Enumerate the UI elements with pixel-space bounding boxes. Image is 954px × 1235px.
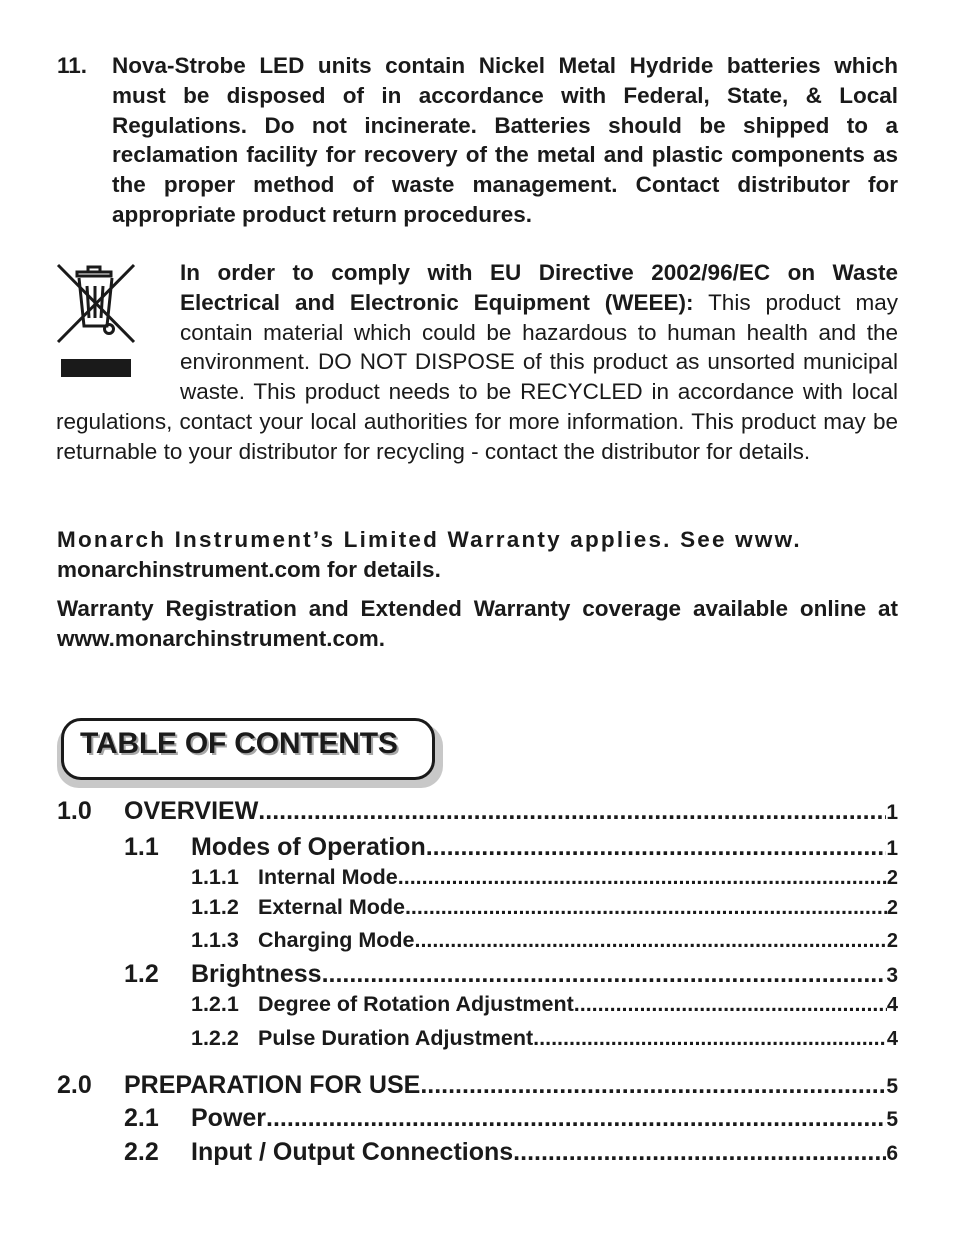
toc-entry-label: Pulse Duration Adjustment xyxy=(258,1026,534,1050)
weee-body-text: This product may contain material which could be hazardous to human health and the environment. DO NOT DISPOSE of this product as unsorted municipal waste. This product needs to be RECYCLED in accordance with local regulations, contact your local authorities for more information. This product may be returnable to your distributor for recycling - contact the distributor for details. xyxy=(56,289,898,464)
warranty-registration-note: Warranty Registration and Extended Warranty coverage available online at www.monarchinstrument.com. xyxy=(57,596,898,651)
toc-entry-page: 3 xyxy=(886,964,898,987)
toc-entry-modes-of-operation[interactable] xyxy=(124,833,898,862)
toc-entry-page: 6 xyxy=(886,1142,898,1165)
toc-entry-number: 1.2.1 xyxy=(191,992,239,1016)
toc-entry-label: Power xyxy=(191,1104,267,1132)
toc-entry-label: Brightness xyxy=(191,960,322,988)
toc-entry-page: 1 xyxy=(886,801,898,824)
toc-entry-number: 2.0 xyxy=(57,1071,92,1099)
toc-entry-number: 2.1 xyxy=(124,1104,159,1132)
limited-warranty-line2: monarchinstrument.com for details. xyxy=(57,556,441,582)
toc-entry-page: 5 xyxy=(886,1108,898,1131)
toc-title: TABLE OF CONTENTS xyxy=(80,727,398,760)
toc-entry-number: 1.1 xyxy=(124,833,159,861)
toc-entry-internal-mode[interactable] xyxy=(191,865,898,890)
toc-entry-number: 1.0 xyxy=(57,797,92,825)
toc-dot-leader xyxy=(405,895,887,920)
toc-entry-label: Input / Output Connections xyxy=(191,1138,514,1166)
toc-entry-number: 1.2 xyxy=(124,960,159,988)
toc-entry-page: 5 xyxy=(886,1075,898,1098)
toc-entry-number: 2.2 xyxy=(124,1138,159,1166)
toc-dot-leader xyxy=(322,960,887,989)
weee-paragraph xyxy=(56,258,898,467)
toc-entry-page: 4 xyxy=(886,994,898,1016)
toc-entry-page: 2 xyxy=(886,930,898,952)
toc-entry-label: Degree of Rotation Adjustment xyxy=(258,992,574,1016)
toc-entry-label: Charging Mode xyxy=(258,928,415,952)
toc-entry-label: OVERVIEW xyxy=(124,797,259,825)
toc-entry-power[interactable] xyxy=(124,1104,898,1133)
toc-entry-page: 1 xyxy=(886,837,898,860)
toc-entry-page: 2 xyxy=(886,867,898,889)
item-number: 11. xyxy=(57,53,88,78)
toc-entry-label: Internal Mode xyxy=(258,865,398,889)
toc-dot-leader xyxy=(513,1138,886,1167)
toc-entry-page: 2 xyxy=(886,897,898,919)
toc-entry-number: 1.2.2 xyxy=(191,1026,239,1050)
toc-dot-leader xyxy=(574,992,887,1017)
toc-dot-leader xyxy=(426,833,887,862)
toc-dot-leader xyxy=(398,865,887,890)
toc-entry-label: Modes of Operation xyxy=(191,833,426,861)
weee-directive-heading: In order to comply with EU Directive 2002/96/EC on Waste Electrical and Electronic Equipment (WEEE): xyxy=(180,260,898,315)
toc-dot-leader xyxy=(258,797,886,826)
toc-entry-charging-mode[interactable] xyxy=(191,928,898,953)
toc-entry-external-mode[interactable] xyxy=(191,895,898,920)
disposal-notice-item xyxy=(57,51,898,230)
toc-entry-label: External Mode xyxy=(258,895,405,919)
toc-entry-overview[interactable] xyxy=(57,797,898,826)
icon-spacer xyxy=(56,258,180,406)
toc-entry-preparation-for-use[interactable] xyxy=(57,1071,898,1100)
toc-entry-brightness[interactable] xyxy=(124,960,898,989)
toc-dot-leader xyxy=(414,928,886,953)
toc-entry-number: 1.1.1 xyxy=(191,865,239,889)
limited-warranty-note xyxy=(57,525,898,585)
toc-entry-pulse-duration[interactable] xyxy=(191,1026,898,1051)
toc-dot-leader xyxy=(420,1071,886,1100)
toc-entry-number: 1.1.3 xyxy=(191,928,239,952)
toc-entry-label: PREPARATION FOR USE xyxy=(124,1071,421,1099)
toc-dot-leader xyxy=(266,1104,886,1133)
toc-entry-page: 4 xyxy=(886,1028,898,1050)
toc-entry-degree-of-rotation[interactable] xyxy=(191,992,898,1017)
toc-entry-number: 1.1.2 xyxy=(191,895,239,919)
disposal-notice-text: Nova-Strobe LED units contain Nickel Metal Hydride batteries which must be disposed of in accordance with Federal, State, & Local Regulations. Do not incinerate. Batteries should be shipped to a reclamation facility for recovery of the metal and plastic components as the proper method of waste management. Contact distributor for appropriate product return procedures. xyxy=(112,53,898,227)
limited-warranty-line1: Monarch Instrument’s Limited Warranty applies. See www. xyxy=(57,527,802,552)
toc-dot-leader xyxy=(533,1026,887,1051)
toc-entry-input-output-connections[interactable] xyxy=(124,1138,898,1167)
